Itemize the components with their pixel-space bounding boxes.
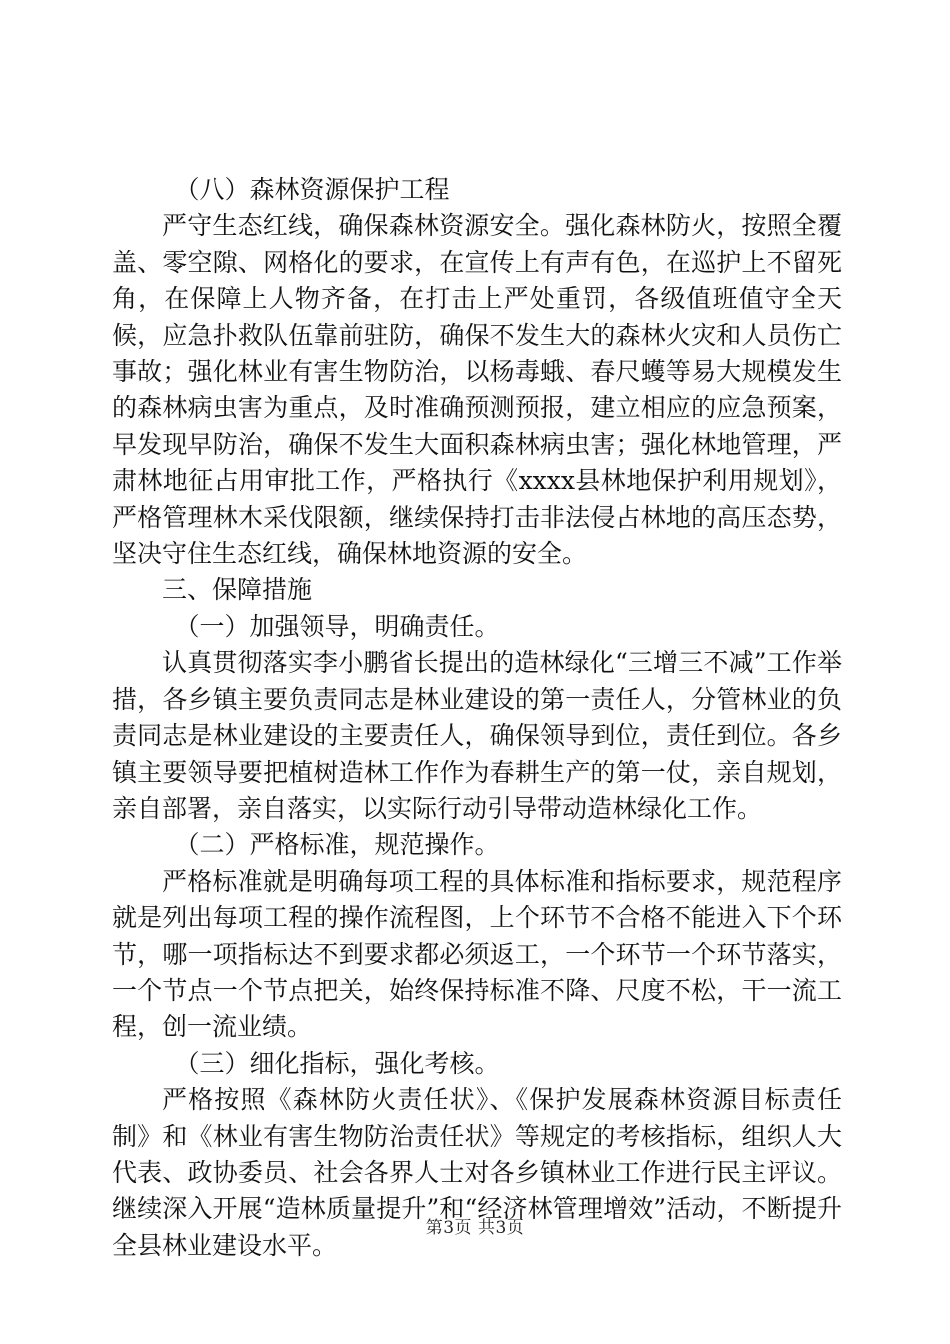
body-paragraph: 严格标准就是明确每项工程的具体标准和指标要求，规范程序就是列出每项工程的操作流程图，上个环节不合格不能进入下个环节，哪一项指标达不到要求都必须返工，一个环节一个环节落实，一个节点一个节点把关，始终保持标准不降、尺度不松，干一流工程，创一流业绩。 <box>112 866 842 1042</box>
document-body <box>112 172 842 1264</box>
body-paragraph: 严守生态红线，确保森林资源安全。强化森林防火，按照全覆盖、零空隙、网格化的要求，在宣传上有声有色，在巡护上不留死角，在保障上人物齐备，在打击上严处重罚，各级值班值守全天候，应急扑救队伍靠前驻防，确保不发生大的森林火灾和人员伤亡事故；强化林业有害生物防治，以杨毒蛾、春尺蠖等易大规模发生的森林病虫害为重点，及时准确预测预报，建立相应的应急预案，早发现早防治，确保不发生大面积森林病虫害；强化林地管理，严肃林地征占用审批工作，严格执行《xxxx县林地保护利用规划》，严格管理林木采伐限额，继续保持打击非法侵占林地的高压态势，坚决守住生态红线，确保林地资源的安全。 <box>112 211 842 569</box>
section-subheading: （三）细化指标，强化考核。 <box>174 1048 500 1078</box>
section-subheading: （二）严格标准，规范操作。 <box>174 830 500 860</box>
page-footer: 第3页 共3页 <box>425 1218 525 1238</box>
body-paragraph: 严格按照《森林防火责任状》、《保护发展森林资源目标责任制》和《林业有害生物防治责任状》等规定的考核指标，组织人大代表、政协委员、社会各界人士对各乡镇林业工作进行民主评议。继续深入开展“造林质量提升”和“经济林管理增效”活动，不断提升全县林业建设水平。 <box>112 1085 842 1260</box>
body-paragraph: 认真贯彻落实李小鹏省长提出的造林绿化“三增三不减”工作举措，各乡镇主要负责同志是林业建设的第一责任人，分管林业的负责同志是林业建设的主要责任人，确保领导到位，责任到位。各乡镇主要领导要把植树造林工作作为春耕生产的第一仗，亲自规划，亲自部署，亲自落实，以实际行动引导带动造林绿化工作。 <box>112 648 842 823</box>
section-subheading: （八）森林资源保护工程 <box>174 175 450 204</box>
section-subheading: （一）加强领导，明确责任。 <box>174 611 500 641</box>
section-heading: 三、保障措施 <box>162 575 313 605</box>
